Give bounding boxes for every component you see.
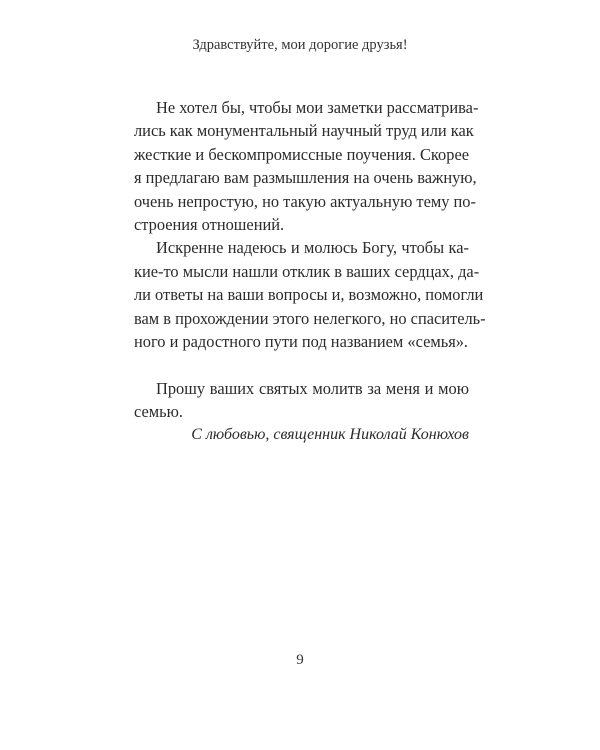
text-line: кие-то мысли нашли отклик в ваших сердцах, да- [134, 261, 480, 281]
text-line: семью. [134, 402, 183, 422]
paragraph-2 [134, 236, 486, 353]
text-line: я предлагаю вам размышления на очень важную, [134, 168, 477, 188]
text-line: ного и радостного пути под названием «семья». [134, 331, 469, 351]
text-line: строения отношений. [134, 214, 285, 234]
text-line: очень непростую, но такую актуальную тему по- [134, 191, 476, 211]
paragraph-3 [134, 377, 469, 424]
text-line: жесткие и бескомпромиссные поучения. Скорее [134, 144, 469, 164]
paragraph-1 [134, 96, 479, 236]
text-line: лись как монументальный научный труд или как [134, 121, 474, 141]
signature: С любовью, священник Николай Конюхов [191, 426, 469, 444]
running-head: Здравствуйте, мои дорогие друзья! [192, 37, 408, 53]
text-line: Прошу ваших святых молитв за меня и мою [156, 378, 469, 398]
text-line: Искренне надеюсь и молюсь Богу, чтобы ка- [156, 238, 469, 258]
text-line: Не хотел бы, чтобы мои заметки рассматрива- [156, 98, 479, 117]
paragraph-gap [134, 353, 469, 376]
body-text [134, 96, 486, 447]
text-line: ли ответы на ваши вопросы и, возможно, помогли [134, 285, 484, 305]
text-line: вам в прохождении этого нелегкого, но спаситель- [134, 308, 486, 328]
page-number: 9 [296, 652, 304, 668]
